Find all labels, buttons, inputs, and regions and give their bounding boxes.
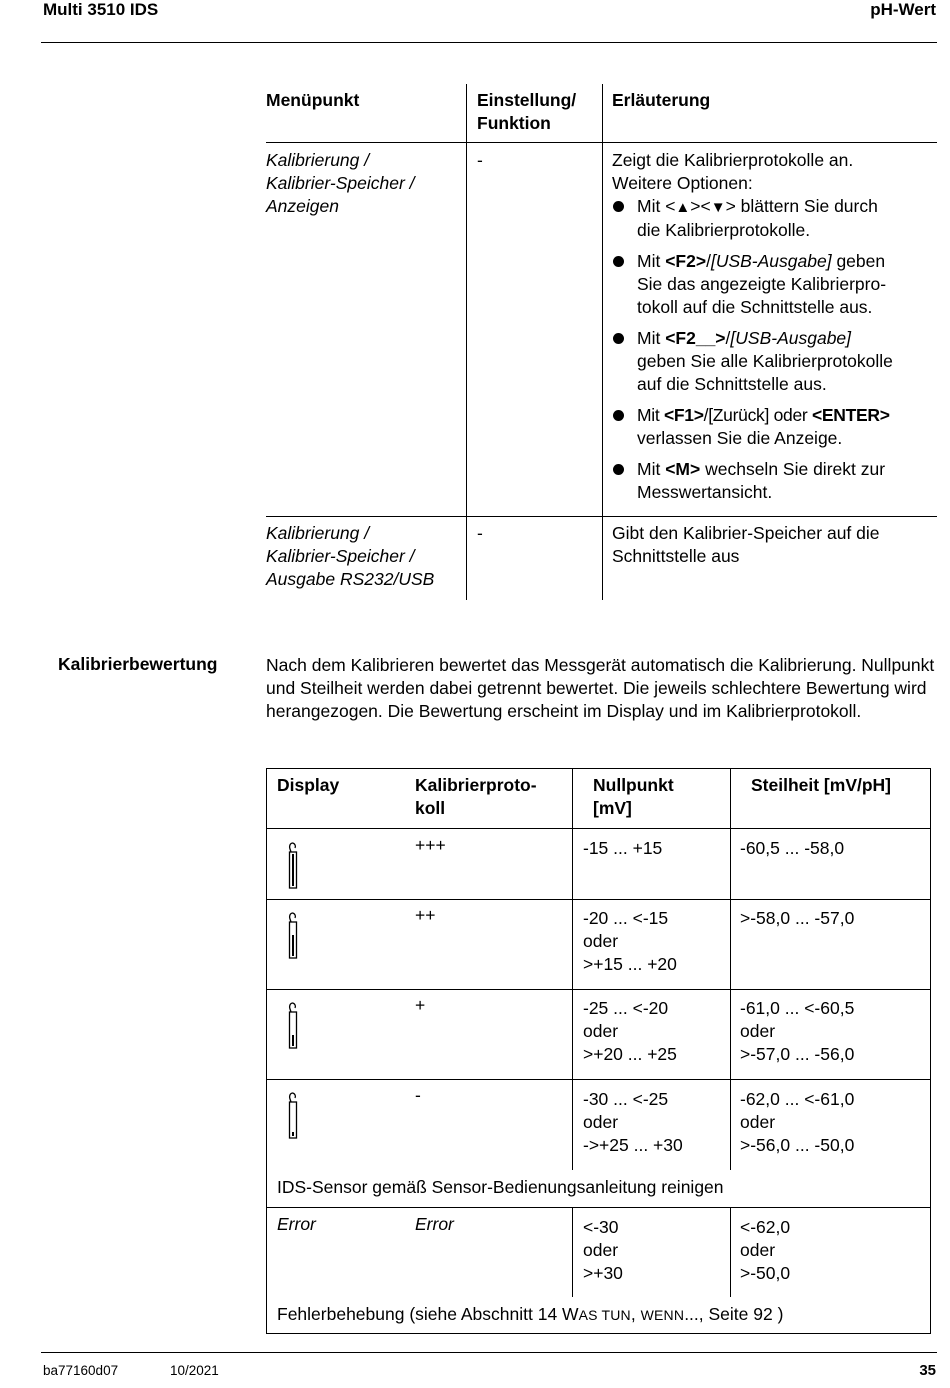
col-header-nullpunkt: Nullpunkt [mV] — [593, 775, 674, 818]
bullet-item: Mit <F2>/[USB-Ausgabe] geben Sie das angezeigte Kalibrierpro- tokoll auf die Schnittstelle aus. — [612, 250, 942, 319]
footer-rule — [41, 1352, 937, 1353]
zero-point-range: <-30 oder >+30 — [583, 1217, 623, 1283]
col-divider — [572, 1207, 573, 1297]
slope-range: -60,5 ... -58,0 — [740, 838, 845, 858]
bullet-item: Mit <M> wechseln Sie direkt zur Messwertansicht. — [612, 458, 942, 504]
col-divider — [730, 1207, 731, 1297]
row-divider — [266, 1079, 931, 1080]
footer-date: 10/2021 — [170, 1363, 219, 1378]
electrode-level-icon — [286, 842, 300, 890]
slope-range: <-62,0 oder >-50,0 — [740, 1217, 791, 1283]
section-paragraph: Nach dem Kalibrieren bewertet das Messgerät automatisch die Kalibrierung. Nullpunkt und Steilheit werden dabei getrennt bewertet. Die jeweils schlechtere Bewertung wird herangezogen. Die Bewertung erscheint im Display und im Kalibrierprotokoll. — [266, 655, 935, 722]
electrode-level-icon — [286, 1002, 300, 1050]
bullet-item: Mit <F2__>/[USB-Ausgabe] geben Sie alle Kalibrierprotokolle auf die Schnittstelle aus. — [612, 327, 942, 396]
zero-point-range: -15 ... +15 — [583, 838, 663, 858]
menu-item-ausgabe: Kalibrierung / Kalibrier-Speicher / Ausgabe RS232/USB — [266, 523, 435, 589]
page-number: 35 — [919, 1362, 936, 1379]
header-rule — [41, 42, 937, 43]
section-label: Kalibrierbewertung — [58, 654, 218, 674]
arrow-up-icon: ▲ — [675, 199, 691, 216]
bullet-item: Mit <▲><▼> blättern Sie durch die Kalibrierprotokolle. — [612, 195, 942, 242]
row-divider — [266, 828, 931, 829]
electrode-level-icon — [286, 1092, 300, 1140]
protocol-rating: + — [415, 995, 426, 1015]
col-divider — [730, 768, 731, 1170]
arrow-down-icon: ▼ — [710, 199, 726, 216]
col-divider — [466, 84, 467, 600]
zero-point-range: -20 ... <-15 oder >+15 ... +20 — [583, 908, 677, 974]
protocol-rating: +++ — [415, 835, 446, 855]
slope-range: -62,0 ... <-61,0 oder >-56,0 ... -50,0 — [740, 1089, 855, 1155]
slope-range: >-58,0 ... -57,0 — [740, 908, 855, 928]
col-header-display: Display — [277, 775, 340, 795]
col-divider — [602, 84, 603, 600]
protocol-rating: ++ — [415, 905, 436, 925]
description-anzeigen: Zeigt die Kalibrierprotokolle an. Weitere Optionen: Mit <▲><▼> blättern Sie durch die Kalibrierprotokolle. Mit <F2>/[USB-Ausgabe] geben Sie das angezeigte Kalibrierpro- tokoll auf die Schnittstelle aus. Mit <F2__>/[USB-Ausgabe] geben Sie alle Kalibrierprotokolle auf die Schnittstelle aus. Mit <F1>/[Zurück] oder <ENTER> verlassen Sie die Anzeige. Mit <M> wechseln Sie direkt zur Messwertansicht. — [612, 149, 942, 504]
col-header-menupunkt: Menüpunkt — [266, 90, 360, 110]
col-header-erlaeuterung: Erläuterung — [612, 90, 711, 110]
setting-value: - — [477, 150, 483, 170]
row-divider — [266, 989, 931, 990]
row-divider — [266, 1207, 931, 1208]
footer-doc-id: ba77160d07 — [43, 1363, 119, 1378]
row-divider — [266, 142, 937, 143]
col-header-steilheit: Steilheit [mV/pH] — [751, 775, 892, 795]
menu-item-anzeigen: Kalibrierung / Kalibrier-Speicher / Anzeigen — [266, 150, 415, 216]
error-display: Error — [277, 1214, 316, 1234]
header-chapter: pH-Wert — [870, 0, 936, 19]
col-header-einstellung: Einstellung/ Funktion — [477, 90, 577, 133]
slope-range: -61,0 ... <-60,5 oder >-57,0 ... -56,0 — [740, 998, 855, 1064]
troubleshooting-note: Fehlerbehebung (siehe Abschnitt 14 WAS TUN, WENN..., Seite 92 ) — [277, 1304, 784, 1324]
description-ausgabe: Gibt den Kalibrier-Speicher auf die Schnittstelle aus — [612, 523, 880, 566]
error-protocol: Error — [415, 1214, 454, 1234]
row-divider — [266, 516, 937, 517]
bullet-item: Mit <F1>/[Zurück] oder <ENTER> verlassen Sie die Anzeige. — [612, 404, 942, 450]
row-divider — [266, 899, 931, 900]
setting-value: - — [477, 523, 483, 543]
cleaning-note: IDS-Sensor gemäß Sensor-Bedienungsanleitung reinigen — [277, 1177, 724, 1197]
zero-point-range: -30 ... <-25 oder ->+25 ... +30 — [583, 1089, 683, 1155]
col-header-protokoll: Kalibrierproto- koll — [415, 775, 537, 818]
col-divider — [572, 768, 573, 1170]
protocol-rating: - — [415, 1085, 421, 1105]
electrode-level-icon — [286, 912, 300, 960]
zero-point-range: -25 ... <-20 oder >+20 ... +25 — [583, 998, 677, 1064]
header-title: Multi 3510 IDS — [43, 0, 159, 19]
